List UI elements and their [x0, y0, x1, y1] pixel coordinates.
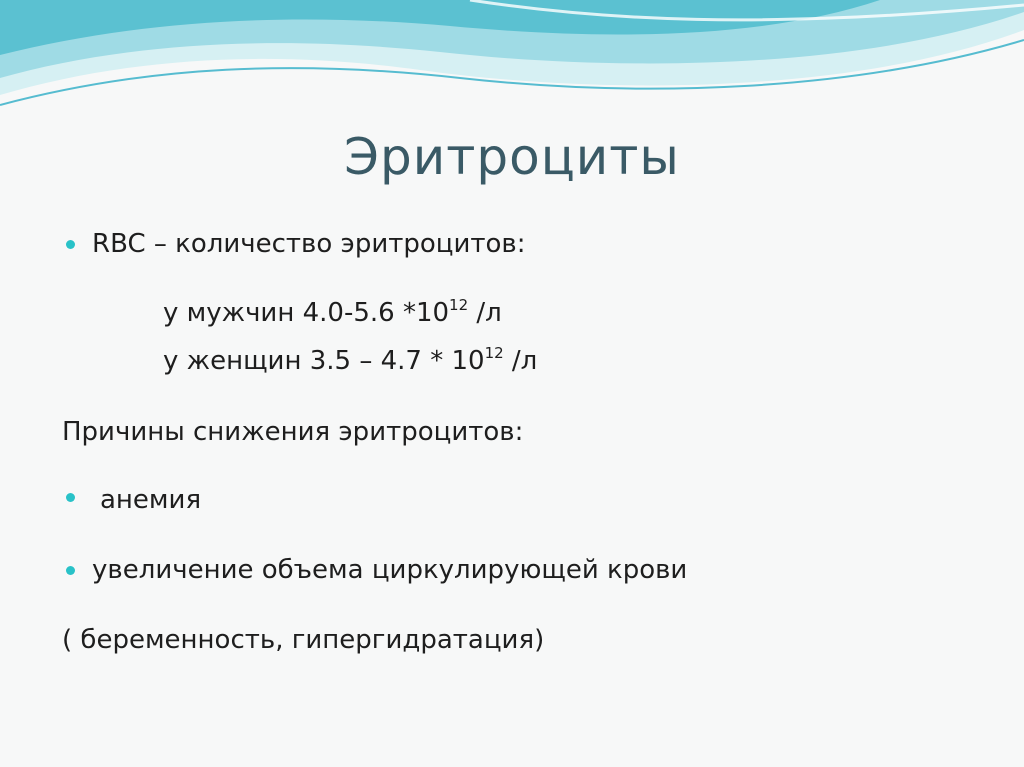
causes-heading: Причины снижения эритроцитов: — [62, 417, 524, 447]
slide-title: Эритроциты — [344, 128, 680, 186]
bullet-dot — [66, 240, 75, 249]
cause-blood-volume: увеличение объема циркулирующей крови — [92, 555, 688, 585]
cause-anemia: анемия — [100, 485, 202, 515]
women-range — [163, 345, 537, 377]
bullet-dot — [66, 493, 75, 502]
men-range-text: у мужчин 4.0-5.6 *10 — [163, 298, 450, 328]
men-range-exponent: 12 — [449, 296, 469, 314]
cause-note: ( беременность, гипергидратация) — [62, 625, 545, 655]
women-range-text: у женщин 3.5 – 4.7 * 10 — [163, 346, 485, 376]
decorative-wave-header — [0, 0, 1024, 130]
rbc-line: RBC – количество эритроцитов: — [92, 229, 526, 259]
men-range-unit: /л — [468, 298, 502, 328]
women-range-exponent: 12 — [484, 344, 504, 362]
men-range — [163, 297, 502, 329]
bullet-dot — [66, 566, 75, 575]
women-range-unit: /л — [503, 346, 538, 376]
